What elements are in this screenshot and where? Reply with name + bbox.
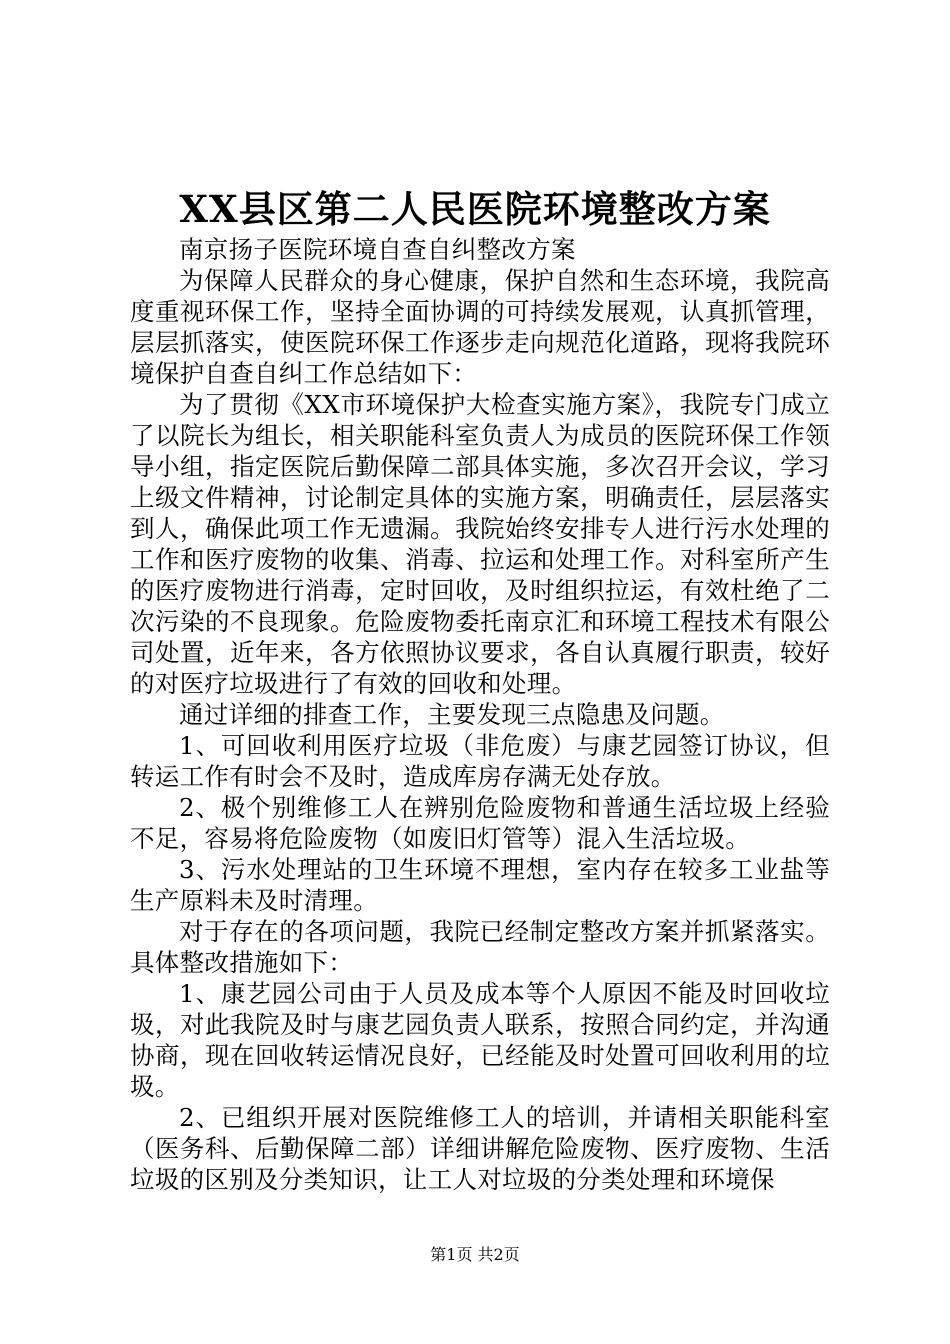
paragraph-finding-3: 3、污水处理站的卫生环境不理想，室内存在较多工业盐等生产原料未及时清理。 — [130, 855, 830, 915]
paragraph-finding-2: 2、极个别维修工人在辨别危险废物和普通生活垃圾上经验不足，容易将危险废物（如废旧灯管等）混入生活垃圾。 — [130, 793, 830, 853]
paragraph-implementation: 为了贯彻《XX市环境保护大检查实施方案》，我院专门成立了以院长为组长，相关职能科室负责人为成员的医院环保工作领导小组，指定医院后勤保障二部具体实施，多次召开会议，学习上级文件精神，讨论制定具体的实施方案，明确责任，层层落实到人，确保此项工作无遗漏。我院始终安排专人进行污水处理的工作和医疗废物的收集、消毒、拉运和处理工作。对科室所产生的医疗废物进行消毒，定时回收，及时组织拉运，有效杜绝了二次污染的不良现象。危险废物委托南京汇和环境工程技术有限公司处置，近年来，各方依照协议要求，各自认真履行职责，较好的对医疗垃圾进行了有效的回收和处理。 — [130, 390, 830, 698]
paragraph-finding-1: 1、可回收利用医疗垃圾（非危废）与康艺园签订协议，但转运工作有时会不及时，造成库房存满无处存放。 — [130, 731, 830, 791]
paragraph-findings-intro: 通过详细的排查工作，主要发现三点隐患及问题。 — [179, 700, 725, 729]
paragraph-measure-1: 1、康艺园公司由于人员及成本等个人原因不能及时回收垃圾，对此我院及时与康艺园负责人联系，按照合同约定，并沟通协商，现在回收转运情况良好，已经能及时处置可回收利用的垃圾。 — [130, 979, 830, 1101]
document-body — [130, 234, 830, 1195]
paragraph-measure-2: 2、已组织开展对医院维修工人的培训，并请相关职能科室（医务科、后勤保障二部）详细讲解危险废物、医疗废物、生活垃圾的区别及分类知识，让工人对垃圾的分类处理和环境保 — [130, 1103, 830, 1194]
paragraph-intro: 为保障人民群众的身心健康，保护自然和生态环境，我院高度重视环保工作，坚持全面协调的可持续发展观，认真抓管理，层层抓落实，使医院环保工作逐步走向规范化道路，现将我院环境保护自查自纠工作总结如下： — [130, 266, 830, 388]
document-title: XX县区第二人民医院环境整改方案 — [179, 187, 771, 231]
page-number-footer: 第1页 共2页 — [430, 1245, 520, 1264]
paragraph-subtitle: 南京扬子医院环境自查自纠整改方案 — [179, 235, 576, 264]
paragraph-measures-intro: 对于存在的各项问题，我院已经制定整改方案并抓紧落实。具体整改措施如下： — [130, 917, 830, 977]
